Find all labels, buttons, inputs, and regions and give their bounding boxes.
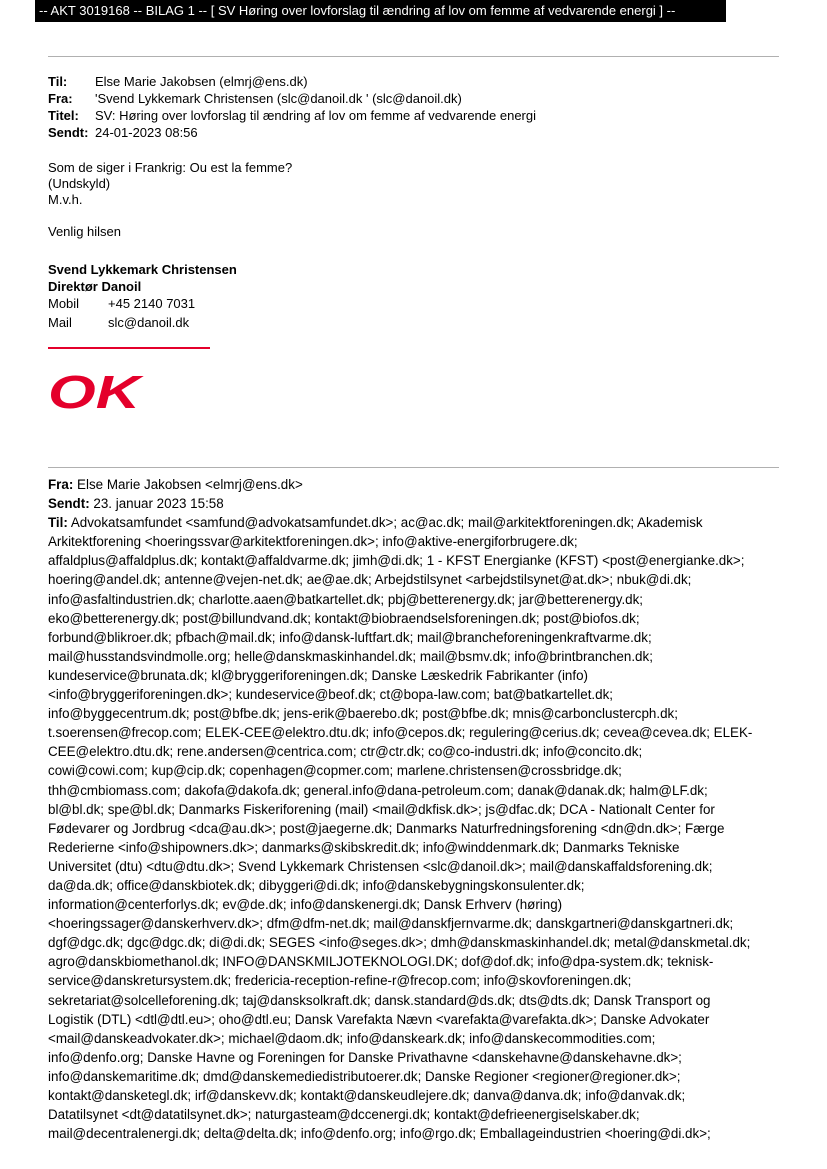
recipient-line: CEE@elektro.dtu.dk; rene.andersen@centrica.com; ctr@ctr.dk; co@co-industri.dk; info@concito.dk; (48, 744, 643, 760)
titel-value: SV: Høring over lovforslag til ændring af lov om femme af vedvarende energi (95, 108, 536, 123)
fra-value: 'Svend Lykkemark Christensen (slc@danoil.dk ' (slc@danoil.dk) (95, 91, 462, 106)
recipient-line: <info@bryggeriforeningen.dk>; kundeservice@beof.dk; ct@bopa-law.com; bat@batkartellet.dk; (48, 687, 614, 703)
recipient-line: agro@danskbiomethanol.dk; INFO@DANSKMILJOTEKNOLOGI.DK; dof@dof.dk; info@dpa-system.dk; teknisk- (48, 954, 714, 970)
header-titel-row (48, 107, 536, 124)
recipient-line: forbund@blikroer.dk; pfbach@mail.dk; info@dansk-luftfart.dk; mail@brancheforeningenkraftvarme.dk; (48, 629, 652, 645)
fwd-til-row (48, 513, 778, 532)
titel-label: Titel: (48, 108, 79, 123)
fwd-fra-value: Else Marie Jakobsen <elmrj@ens.dk> (77, 477, 303, 492)
fwd-sendt-value: 23. januar 2023 15:58 (93, 496, 224, 512)
mobile-label: Mobil (48, 296, 80, 311)
recipient-line: hoering@andel.dk; antenne@vejen-net.dk; ae@ae.dk; Arbejdstilsynet <arbejdstilsynet@at.dk>; nbuk@di.dk; (48, 572, 692, 588)
fwd-sendt-label: Sendt: (48, 496, 90, 512)
recipient-line: t.soerensen@frecop.com; ELEK-CEE@elektro.dtu.dk; info@cepos.dk; regulering@cerius.dk; cevea@cevea.dk; ELEK- (48, 725, 753, 741)
recipient-line: eko@betterenergy.dk; post@billundvand.dk; kontakt@biobraendselsforeningen.dk; post@biofos.dk; (48, 610, 640, 626)
recipient-line: Universitet (dtu) <dtu@dtu.dk>; Svend Lykkemark Christensen <slc@danoil.dk>; mail@danskaffaldsforening.dk; (48, 858, 713, 874)
header-til-row (48, 73, 536, 90)
recipient-line: Arkitektforening <hoeringssvar@arkitektforeningen.dk>; info@aktive-energiforbrugere.dk; (48, 534, 578, 550)
signature-mobile (48, 295, 195, 312)
email-header (48, 73, 536, 141)
recipient-line: cowi@cowi.com; kup@cip.dk; copenhagen@copmer.com; marlene.christensen@crossbridge.dk; (48, 763, 622, 779)
signature-mail (48, 314, 189, 331)
greeting: Venlig hilsen (48, 224, 121, 239)
recipient-line: sekretariat@solcelleforening.dk; taj@dansksolkraft.dk; dansk.standard@ds.dk; dts@dts.dk; Dansk Transport og (48, 992, 711, 1008)
recipient-line: info@asfaltindustrien.dk; charlotte.aaen@batkartellet.dk; pbj@betterenergy.dk; jar@betterenergy.dk; (48, 591, 644, 607)
recipient-line: Advokatsamfundet <samfund@advokatsamfundet.dk>; ac@ac.dk; mail@arkitektforeningen.dk; Akademisk (70, 515, 703, 531)
recipient-line: information@centerforlys.dk; ev@de.dk; info@danskenergi.dk; Dansk Erhverv (høring) (48, 897, 563, 913)
recipient-line: info@danskemaritime.dk; dmd@danskemediedistributoerer.dk; Danske Regioner <regioner@regioner.dk>; (48, 1068, 681, 1084)
signature-name: Svend Lykkemark Christensen (48, 262, 237, 277)
recipient-line: da@da.dk; office@danskbiotek.dk; dibyggeri@di.dk; info@danskebygningskonsulenter.dk; (48, 877, 585, 893)
til-value: Else Marie Jakobsen (elmrj@ens.dk) (95, 74, 308, 89)
recipient-line: thh@cmbiomass.com; dakofa@dakofa.dk; general.info@dana-petroleum.com; danak@danak.dk; halm@LF.dk; (48, 782, 708, 798)
mail-label: Mail (48, 315, 72, 330)
fra-label: Fra: (48, 91, 73, 106)
mobile-value: +45 2140 7031 (108, 296, 196, 311)
message-line: M.v.h. (48, 192, 83, 207)
ok-logo (48, 370, 148, 412)
header-fra-row (48, 90, 536, 107)
fwd-til-label: Til: (48, 515, 68, 531)
recipient-line: info@byggecentrum.dk; post@bfbe.dk; jens-erik@baerebo.dk; post@bfbe.dk; mnis@carbonclustercph.dk; (48, 706, 678, 722)
fwd-fra-row (48, 475, 778, 494)
signature-title: Direktør Danoil (48, 279, 142, 294)
til-label: Til: (48, 74, 68, 89)
forwarded-message (48, 475, 778, 1143)
ok-logo-text: OK (48, 370, 144, 412)
fwd-fra-label: Fra: (48, 477, 74, 492)
recipient-line: kontakt@dansketegl.dk; irf@danskevv.dk; kontakt@danskeudlejere.dk; danva@danva.dk; info@danvak.dk; (48, 1088, 686, 1103)
divider (48, 56, 779, 57)
recipient-line: Rederierne <info@shipowners.dk>; danmarks@skibskredit.dk; info@winddenmark.dk; Danmarks Tekniske (48, 839, 680, 855)
recipient-line: Datatilsynet <dt@datatilsynet.dk>; naturgasteam@dccenergi.dk; kontakt@defrieenergiselskaber.dk; (48, 1107, 640, 1123)
recipient-line: bl@bl.dk; spe@bl.dk; Danmarks Fiskeriforening (mail) <mail@dkfisk.dk>; js@dfac.dk; DCA - Nationalt Center for (48, 801, 715, 817)
divider (48, 467, 779, 468)
document-banner: -- AKT 3019168 -- BILAG 1 -- [ SV Høring over lovforslag til ændring af lov om femme af vedvarende energi ] -- (35, 0, 726, 22)
recipient-line: Logistik (DTL) <dtl@dtl.eu>; oho@dtl.eu; Dansk Varefakta Nævn <varefakta@varefakta.dk>; Danske Advokater (48, 1011, 710, 1027)
recipient-line: service@danskretursystem.dk; fredericia-reception-refine-r@frecop.com; info@skovforeningen.dk; (48, 973, 632, 989)
recipient-line: kundeservice@brunata.dk; kl@bryggeriforeningen.dk; Danske Læskedrik Fabrikanter (info) (48, 667, 589, 683)
recipient-line: mail@husstandsvindmolle.org; helle@danskmaskinhandel.dk; mail@bsmv.dk; info@brintbranchen.dk; (48, 648, 653, 664)
recipient-line: affaldplus@affaldplus.dk; kontakt@affaldvarme.dk; jimh@di.dk; 1 - KFST Energianke (KFST) <post@energianke.dk>; (48, 553, 745, 569)
fwd-sendt-row (48, 494, 778, 513)
message-line: Som de siger i Frankrig: Ou est la femme? (48, 160, 293, 175)
sendt-label: Sendt: (48, 125, 89, 140)
recipient-line: dgf@dgc.dk; dgc@dgc.dk; di@di.dk; SEGES <info@seges.dk>; dmh@danskmaskinhandel.dk; metal@danskmetal.dk; (48, 935, 751, 951)
recipient-line: mail@decentralenergi.dk; delta@delta.dk; info@denfo.org; info@rgo.dk; Emballageindustrien <hoering@di.dk>; (48, 1126, 711, 1142)
signature-red-line (48, 347, 210, 349)
mail-value: slc@danoil.dk (108, 315, 190, 330)
header-sendt-row (48, 124, 536, 141)
sendt-value: 24-01-2023 08:56 (95, 125, 198, 140)
recipient-line: <mail@danskeadvokater.dk>; michael@daom.dk; info@danskeark.dk; info@danskecommodities.com; (48, 1030, 656, 1046)
recipient-line: info@denfo.org; Danske Havne og Foreningen for Danske Privathavne <danskehavne@danskehavne.dk>; (48, 1049, 682, 1065)
message-line: (Undskyld) (48, 176, 111, 191)
recipient-line: <hoeringssager@danskerhverv.dk>; dfm@dfm-net.dk; mail@danskfjernvarme.dk; danskgartneri@danskgartneri.dk; (48, 916, 734, 932)
recipient-line: Fødevarer og Jordbrug <dca@au.dk>; post@jaegerne.dk; Danmarks Naturfredningsforening <dn@dn.dk>; Færge (48, 820, 725, 836)
